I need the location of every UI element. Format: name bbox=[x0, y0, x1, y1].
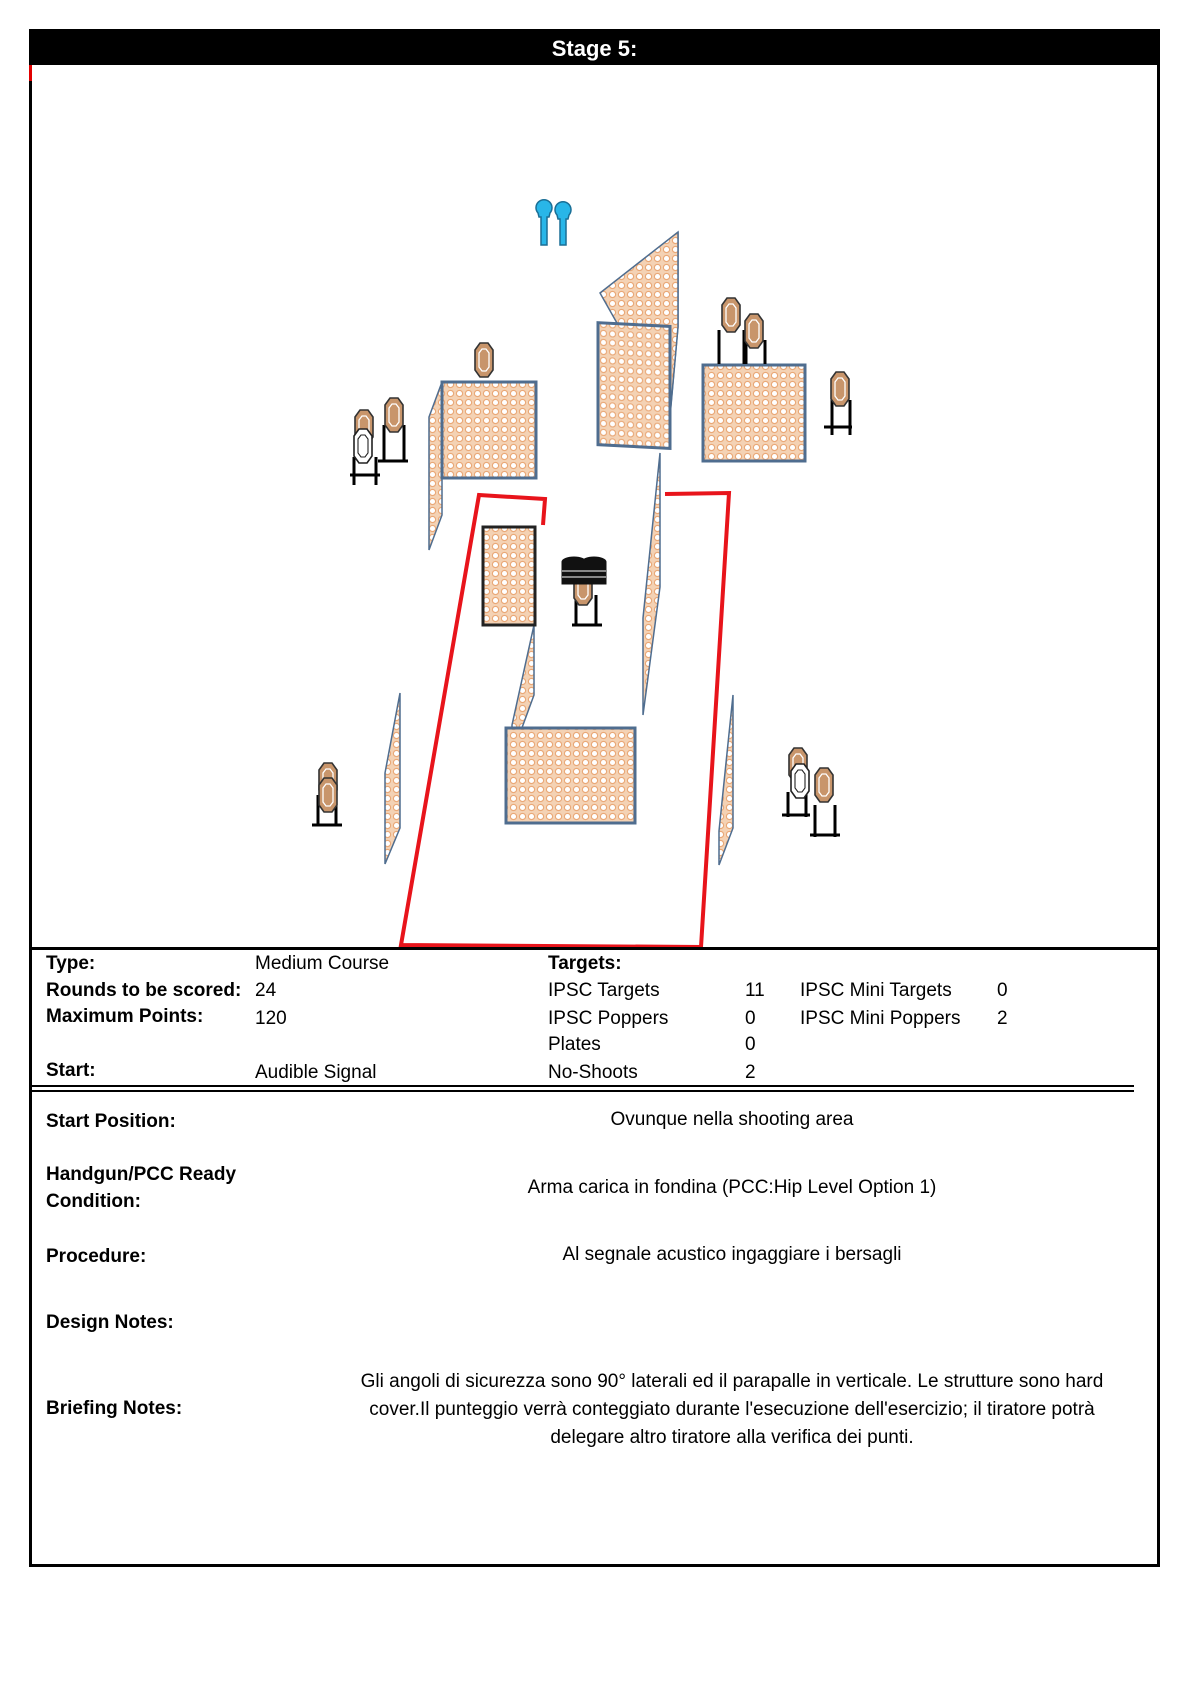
ipsc-mini-poppers-label: IPSC Mini Poppers bbox=[800, 1008, 961, 1029]
briefing-notes-line: cover.Il punteggio verrà conteggiato durante l'esecuzione dell'esercizio; il tiratore potrà bbox=[369, 1399, 1095, 1420]
start-label: Start: bbox=[46, 1060, 96, 1081]
briefing-notes-line: Gli angoli di sicurezza sono 90° laterali ed il parapalle in verticale. Le strutture sono hard bbox=[360, 1371, 1104, 1392]
ready-condition-value: Arma carica in fondina (PCC:Hip Level Option 1) bbox=[527, 1177, 937, 1198]
stage-title: Stage 5: bbox=[32, 32, 1157, 65]
stage-diagram bbox=[32, 65, 1157, 1055]
start-position-label: Start Position: bbox=[46, 1111, 176, 1132]
ipsc-poppers-value: 0 bbox=[745, 1008, 756, 1029]
ready-condition-label-2: Condition: bbox=[46, 1191, 141, 1212]
briefing-notes-line: delegare altro tiratore alla verifica dei punti. bbox=[550, 1427, 914, 1448]
plates-value: 0 bbox=[745, 1034, 756, 1055]
max-points-label: Maximum Points: bbox=[46, 1006, 204, 1027]
stage-sheet bbox=[29, 29, 1160, 1567]
steel-plate-icon bbox=[562, 557, 606, 584]
rounds-value: 24 bbox=[255, 980, 277, 1001]
rounds-label: Rounds to be scored: bbox=[46, 980, 242, 1001]
procedure-value: Al segnale acustico ingaggiare i bersagli bbox=[562, 1244, 902, 1265]
briefing-notes-label: Briefing Notes: bbox=[46, 1398, 183, 1419]
no-shoots-label: No-Shoots bbox=[548, 1062, 638, 1083]
plates-label: Plates bbox=[548, 1034, 601, 1055]
ipsc-mini-poppers-value: 2 bbox=[997, 1008, 1008, 1029]
info-double-divider bbox=[32, 1085, 1134, 1092]
procedure-label: Procedure: bbox=[46, 1246, 147, 1267]
start-position-value: Ovunque nella shooting area bbox=[610, 1109, 854, 1130]
diagram-divider bbox=[32, 947, 1157, 950]
mini-popper-icon bbox=[536, 200, 571, 245]
no-shoots-value: 2 bbox=[745, 1062, 756, 1083]
type-label: Type: bbox=[46, 953, 96, 974]
ready-condition-label-1: Handgun/PCC Ready bbox=[46, 1164, 237, 1185]
ipsc-targets-value: 11 bbox=[745, 980, 765, 1001]
max-points-value: 120 bbox=[255, 1008, 287, 1029]
start-value: Audible Signal bbox=[255, 1062, 377, 1083]
ipsc-targets-label: IPSC Targets bbox=[548, 980, 660, 1001]
design-notes-label: Design Notes: bbox=[46, 1312, 174, 1333]
targets-label: Targets: bbox=[548, 953, 622, 974]
ipsc-poppers-label: IPSC Poppers bbox=[548, 1008, 669, 1029]
briefing-notes-text bbox=[302, 1368, 1162, 1452]
ipsc-mini-targets-value: 0 bbox=[997, 980, 1008, 1001]
type-value: Medium Course bbox=[255, 953, 390, 974]
ipsc-mini-targets-label: IPSC Mini Targets bbox=[800, 980, 952, 1001]
